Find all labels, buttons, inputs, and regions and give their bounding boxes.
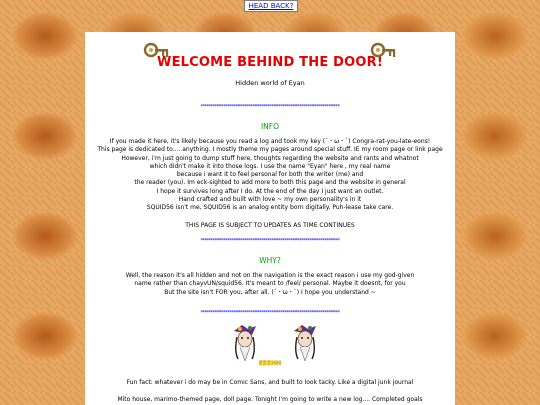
content-panel	[85, 32, 455, 405]
info-line: I hope it survives long after I do. At the end of the day I just want an outlet.	[156, 187, 384, 195]
doll-icon	[230, 323, 260, 363]
why-text	[85, 272, 455, 297]
info-line: However, i'm just going to dump stuff here, thoughts regarding the website and rants and whatnot	[121, 154, 419, 162]
info-line: because i want it to feel personal for both the writer (me) and	[176, 171, 364, 179]
why-heading: WHY?	[259, 256, 281, 265]
head-back-link[interactable]: HEAD BACK?	[248, 2, 294, 10]
info-line: This page is dedicated to.... anything. I mostly theme my pages around special stuff. IE my room page or link page	[97, 146, 443, 154]
info-line: If you made it here, it's likely because you read a log and took my key (´・ω・`) Congra-rat-you-late-eons!	[109, 138, 431, 145]
info-heading: INFO	[260, 122, 280, 131]
star-divider: *************************************************************************	[200, 238, 340, 244]
update-notice: THIS PAGE IS SUBJECT TO UPDATES AS TIME CONTINUES	[185, 222, 355, 229]
fun-fact-text: Fun fact: whatever i do may be in Comic Sans, and built to look tacky. Like a digital junk journal	[126, 379, 414, 386]
updates-text: Mito house, marimo-themed page, doll page. Tonight I'm going to write a new log.... Completed goals	[117, 396, 423, 403]
star-divider: *************************************************************************	[200, 104, 340, 110]
info-line: which didn't make it into those logs. I use the name "Eyan" here , my real name	[149, 162, 391, 170]
info-text	[85, 138, 455, 213]
info-line: the reader (you). Im eck-sighted to add more to both this page and the website in general	[134, 179, 406, 187]
why-line: Well, the reason it's all hidden and not on the navigation is the exact reason i use my god-given	[125, 272, 415, 279]
title-row	[85, 40, 455, 74]
why-line: name rather than chayvUN/squid56. It's meant to /feel/ personal. Maybe it doesnt, for you	[134, 280, 406, 288]
sparkle-badge: EEEHH	[258, 360, 282, 367]
star-divider: *************************************************************************	[200, 310, 340, 316]
key-icon	[370, 42, 398, 68]
why-line: But the site isn't FOR you, after all. (´・ω・`) I hope you understand ~	[164, 288, 376, 296]
head-back-link-box[interactable]	[244, 0, 298, 12]
info-line: Hand crafted and built with love ~ my own personality's in it	[178, 196, 362, 204]
page-subtitle: Hidden world of Eyan	[235, 79, 305, 87]
info-line: SQUID56 isn't me, SQUID56 is an analog entity born digitally. Puh-lease take care.	[146, 204, 394, 212]
page-title: WELCOME BEHIND THE DOOR!	[157, 55, 383, 70]
doll-icon	[290, 323, 320, 363]
